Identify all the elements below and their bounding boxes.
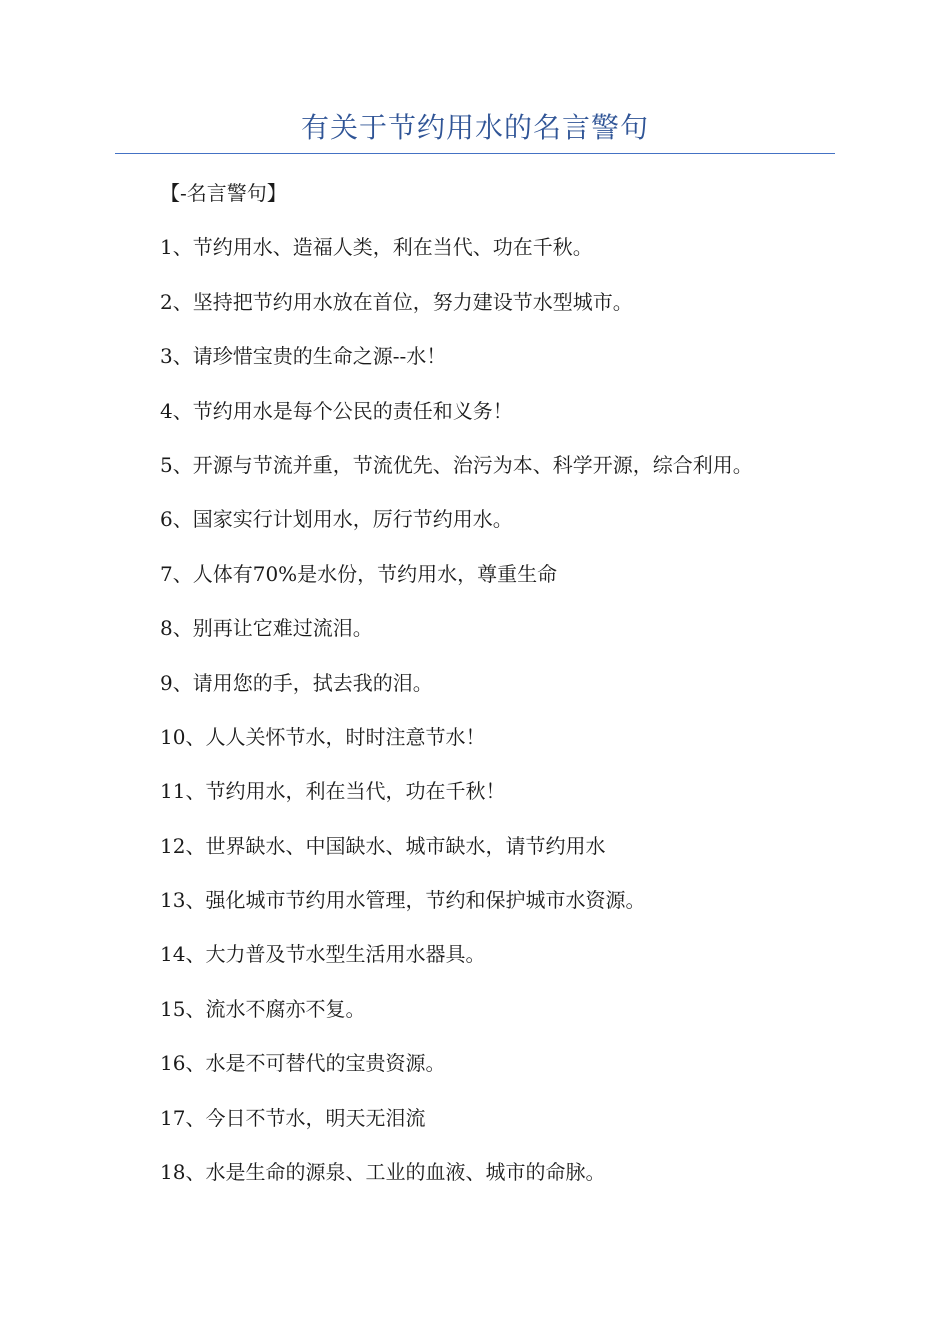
quote-item: 13、强化城市节约用水管理，节约和保护城市水资源。 xyxy=(160,888,646,913)
quote-item: 16、水是不可替代的宝贵资源。 xyxy=(160,1051,446,1076)
quote-list xyxy=(160,227,840,1192)
document-body xyxy=(160,173,840,1206)
quote-item: 1、节约用水、造福人类，利在当代、功在千秋。 xyxy=(160,235,593,260)
quote-item: 6、国家实行计划用水，厉行节约用水。 xyxy=(160,507,513,532)
quote-item: 14、大力普及节水型生活用水器具。 xyxy=(160,942,486,967)
title-underline xyxy=(115,153,835,154)
quote-item: 11、节约用水，利在当代，功在千秋！ xyxy=(160,779,506,804)
quote-item: 15、流水不腐亦不复。 xyxy=(160,996,366,1021)
quote-item: 9、请用您的手，拭去我的泪。 xyxy=(160,670,433,695)
quote-item: 12、世界缺水、中国缺水、城市缺水，请节约用水 xyxy=(160,833,606,858)
quote-item: 8、别再让它难过流泪。 xyxy=(160,616,373,641)
quote-item: 17、今日不节水，明天无泪流 xyxy=(160,1105,426,1130)
quote-item: 10、人人关怀节水，时时注意节水！ xyxy=(160,724,486,749)
quote-item: 3、请珍惜宝贵的生命之源--水！ xyxy=(160,344,447,369)
quote-item: 7、人体有70%是水份，节约用水，尊重生命 xyxy=(160,561,558,586)
quote-item: 5、开源与节流并重，节流优先、治污为本、科学开源，综合利用。 xyxy=(160,452,753,477)
quote-item: 2、坚持把节约用水放在首位，努力建设节水型城市。 xyxy=(160,289,633,314)
quote-item: 18、水是生命的源泉、工业的血液、城市的命脉。 xyxy=(160,1160,606,1185)
section-label: 【-名言警句】 xyxy=(160,181,287,205)
quote-item: 4、节约用水是每个公民的责任和义务！ xyxy=(160,398,513,423)
page-title: 有关于节约用水的名言警句 xyxy=(300,111,649,144)
